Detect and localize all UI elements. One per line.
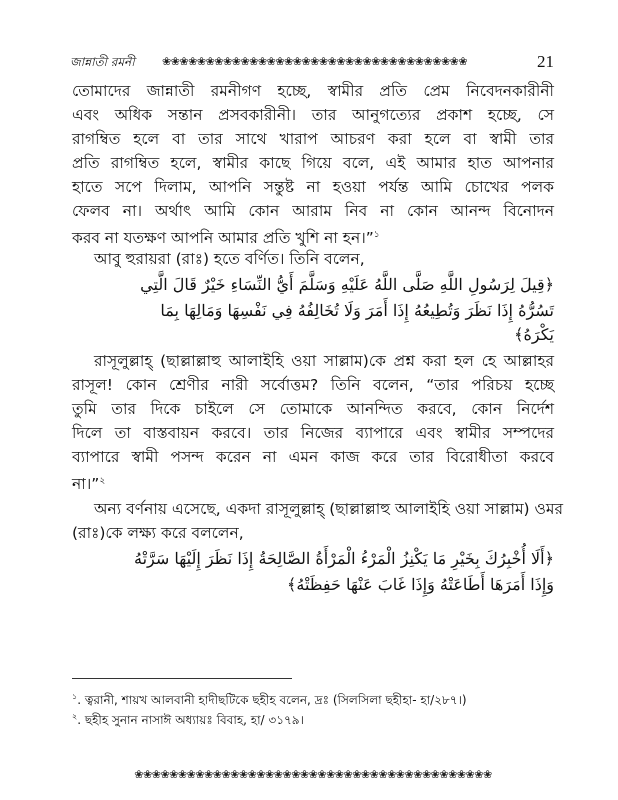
arabic-hadith-line: وَإِذَا أَمَرَهَا أَطَاعَتْهُ وَإِذَا غَابَ عَنْهَا حَفِظَتْهُ﴾ bbox=[287, 575, 554, 594]
footnote-mark: ১ bbox=[72, 692, 78, 701]
arabic-hadith-line: ﴿قِيلَ لِرَسُولِ اللَّهِ صَلَّى اللَّهُ عَلَيْهِ وَسَلَّمَ أَيُّ النِّسَاءِ خَيْرٌ قَالَ الَّتِي bbox=[140, 275, 554, 294]
paragraph-line: রাসূল! কোন শ্রেণীর নারী সর্বোত্তম? তিনি বলেন, “তার পরিচয় হচ্ছে bbox=[72, 376, 554, 394]
paragraph-line: ফেলব না। অর্থাৎ আমি কোন আরাম নিব না কোন আনন্দ বিনোদন bbox=[72, 202, 554, 220]
paragraph-line: রাসূলুল্লাহ্ (ছাল্লাল্লাহু আলাইহি ওয়া সাল্লাম)কে প্রশ্ন করা হল হে আল্লাহর bbox=[94, 352, 554, 370]
footnote-divider bbox=[72, 678, 292, 679]
arabic-hadith-line: تَسُرُّهُ إِذَا نَظَرَ وَتُطِيعُهُ إِذَا أَمَرَ وَلَا تُخَالِفُهُ فِي نَفْسِهَا وَمَالِهَا بِمَا bbox=[160, 301, 554, 320]
paragraph-line: অন্য বর্ণনায় এসেছে, একদা রাসূলুল্লাহ্ (ছাল্লাল্লাহু আলাইহি ওয়া সাল্লাম) ওমর bbox=[94, 500, 564, 518]
footnote-text: . ছহীহ সুনান নাসাঈ অধ্যায়ঃ বিবাহ, হা/ ৩১৭৯। bbox=[77, 713, 304, 727]
paragraph-line: হাতে সপে দিলাম, আপনি সন্তুষ্ট না হওয়া পর্যন্ত আমি চোখের পলক bbox=[72, 178, 554, 196]
paragraph-line: প্রতি রাগম্বিত হলে, স্বামীর কাছে গিয়ে বলে, এই আমার হাত আপনার bbox=[72, 154, 554, 172]
header-ornament-border: ❀❀❀❀❀❀❀❀❀❀❀❀❀❀❀❀❀❀❀❀❀❀❀❀❀❀❀❀❀❀❀❀❀❀❀ bbox=[162, 55, 468, 68]
paragraph-line: তোমাদের জান্নাতী রমনীগণ হচ্ছে, স্বামীর প্রতি প্রেম নিবেদনকারীনী bbox=[72, 82, 554, 100]
footnote-ref: ২ bbox=[99, 476, 106, 486]
footer-ornament-border: ❀❀❀❀❀❀❀❀❀❀❀❀❀❀❀❀❀❀❀❀❀❀❀❀❀❀❀❀❀❀❀❀❀❀❀❀❀❀❀❀❀ bbox=[134, 768, 492, 781]
paragraph-line: এবং অধিক সন্তান প্রসবকারীনী। তার আনুগত্যের প্রকাশ হচ্ছে, সে bbox=[72, 106, 554, 124]
footnote bbox=[72, 708, 304, 729]
footnote-mark: ২ bbox=[72, 712, 78, 721]
paragraph-line: রাগম্বিত হলে বা তার সাথে খারাপ আচরণ করা হলে বা স্বামী তার bbox=[72, 130, 554, 148]
running-title: জান্নাতী রমনী bbox=[70, 55, 135, 69]
paragraph-line: তুমি তার দিকে চাইলে সে তোমাকে আনন্দিত করবে, কোন নির্দেশ bbox=[72, 400, 554, 418]
paragraph-line-last bbox=[72, 469, 554, 496]
arabic-hadith-line: ﴿أَلَا أُخْبِرُكَ بِخَيْرِ مَا يَكْنِزُ الْمَرْءُ الْمَرْأَةُ الصَّالِحَةُ إِذَا نَظَرَ إِلَيْهَا سَرَّتْهُ bbox=[134, 549, 554, 568]
page-number: 21 bbox=[537, 52, 554, 71]
footnote-text: . ত্বরানী, শায়খ আলবানী হাদীছটিকে ছহীহ বলেন, দ্রঃ (সিলসিলা ছহীহা- হা/২৮৭।) bbox=[77, 693, 467, 707]
hadith-intro: আবু হুরায়রা (রাঃ) হতে বর্ণিত। তিনি বলেন, bbox=[94, 250, 365, 268]
paragraph-line: দিলে তা বাস্তবায়ন করবে। তার নিজের ব্যাপারে এবং স্বামীর সম্পদের bbox=[72, 424, 554, 442]
arabic-hadith-line: يَكْرَهُ﴾ bbox=[514, 325, 554, 344]
footnote-ref: ১ bbox=[373, 230, 380, 240]
paragraph-line: ব্যাপারে স্বামী পসন্দ করেন না এমন কাজ করে তার বিরোধীতা করবে bbox=[72, 448, 554, 466]
page-header bbox=[70, 52, 554, 78]
footnote bbox=[72, 688, 467, 709]
paragraph-text: করব না যতক্ষণ আপনি আমার প্রতি খুশি না হন।” bbox=[72, 229, 374, 248]
paragraph-line: (রাঃ)কে লক্ষ্য করে বললেন, bbox=[72, 524, 244, 542]
paragraph-text: না।” bbox=[72, 475, 100, 494]
